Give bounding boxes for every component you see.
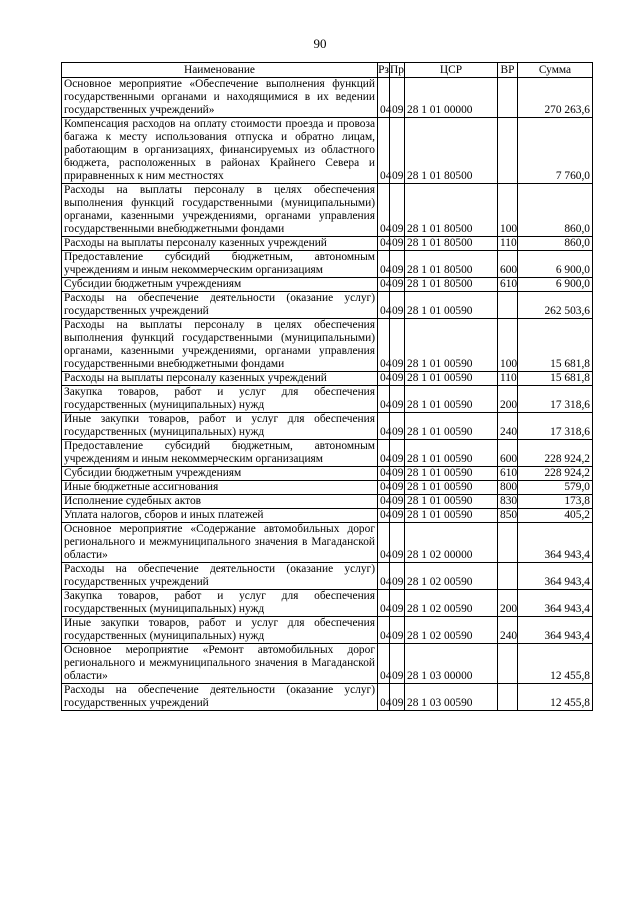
table-row bbox=[62, 386, 593, 413]
row-vr-cell bbox=[498, 292, 518, 319]
table-row bbox=[62, 278, 593, 292]
row-name-cell: Уплата налогов, сборов и иных платежей bbox=[62, 509, 378, 523]
row-name-cell: Расходы на обеспечение деятельности (оказание услуг) государственных учреждений bbox=[62, 292, 378, 319]
row-name-cell: Расходы на выплаты персоналу в целях обеспечения выполнения функций государственными (муниципальными) органами, казенными учреждениями, органами управления государственными внебюджетными фондами bbox=[62, 184, 378, 237]
row-csr-cell: 28 1 01 00590 bbox=[405, 509, 498, 523]
row-name-cell: Расходы на обеспечение деятельности (оказание услуг) государственных учреждений bbox=[62, 563, 378, 590]
row-sum-cell: 364 943,4 bbox=[518, 617, 593, 644]
row-rz-cell: 04 bbox=[378, 251, 390, 278]
row-rz-cell: 04 bbox=[378, 440, 390, 467]
row-csr-cell: 28 1 01 00590 bbox=[405, 292, 498, 319]
row-rz-cell: 04 bbox=[378, 684, 390, 711]
row-rz-cell: 04 bbox=[378, 319, 390, 372]
row-vr-cell: 110 bbox=[498, 372, 518, 386]
row-pr-cell: 09 bbox=[390, 509, 405, 523]
row-sum-cell: 7 760,0 bbox=[518, 118, 593, 184]
row-vr-cell: 240 bbox=[498, 617, 518, 644]
header-csr: ЦСР bbox=[405, 63, 498, 78]
table-row bbox=[62, 413, 593, 440]
row-name-cell: Расходы на выплаты персоналу казенных учреждений bbox=[62, 372, 378, 386]
table-row bbox=[62, 184, 593, 237]
row-pr-cell: 09 bbox=[390, 78, 405, 118]
row-csr-cell: 28 1 01 00590 bbox=[405, 481, 498, 495]
table-row bbox=[62, 319, 593, 372]
row-rz-cell: 04 bbox=[378, 278, 390, 292]
table-row bbox=[62, 78, 593, 118]
table-row bbox=[62, 617, 593, 644]
row-csr-cell: 28 1 01 00590 bbox=[405, 495, 498, 509]
row-pr-cell: 09 bbox=[390, 251, 405, 278]
row-sum-cell: 270 263,6 bbox=[518, 78, 593, 118]
row-vr-cell bbox=[498, 644, 518, 684]
row-csr-cell: 28 1 01 00590 bbox=[405, 319, 498, 372]
row-rz-cell: 04 bbox=[378, 184, 390, 237]
row-rz-cell: 04 bbox=[378, 509, 390, 523]
row-sum-cell: 860,0 bbox=[518, 184, 593, 237]
row-pr-cell: 09 bbox=[390, 118, 405, 184]
row-name-cell: Исполнение судебных актов bbox=[62, 495, 378, 509]
row-sum-cell: 228 924,2 bbox=[518, 467, 593, 481]
table-row bbox=[62, 563, 593, 590]
row-sum-cell: 364 943,4 bbox=[518, 523, 593, 563]
row-sum-cell: 364 943,4 bbox=[518, 590, 593, 617]
row-pr-cell: 09 bbox=[390, 523, 405, 563]
row-csr-cell: 28 1 01 00590 bbox=[405, 467, 498, 481]
row-vr-cell: 850 bbox=[498, 509, 518, 523]
table-row bbox=[62, 118, 593, 184]
row-sum-cell: 12 455,8 bbox=[518, 684, 593, 711]
row-vr-cell bbox=[498, 523, 518, 563]
row-pr-cell: 09 bbox=[390, 495, 405, 509]
row-vr-cell: 200 bbox=[498, 590, 518, 617]
table-row bbox=[62, 440, 593, 467]
row-sum-cell: 173,8 bbox=[518, 495, 593, 509]
row-vr-cell: 600 bbox=[498, 251, 518, 278]
row-csr-cell: 28 1 01 00590 bbox=[405, 386, 498, 413]
table-row bbox=[62, 372, 593, 386]
row-vr-cell: 830 bbox=[498, 495, 518, 509]
row-pr-cell: 09 bbox=[390, 617, 405, 644]
row-pr-cell: 09 bbox=[390, 440, 405, 467]
row-rz-cell: 04 bbox=[378, 495, 390, 509]
row-vr-cell: 610 bbox=[498, 278, 518, 292]
header-rz: Рз bbox=[378, 63, 389, 76]
row-pr-cell: 09 bbox=[390, 319, 405, 372]
table-header-row bbox=[62, 63, 593, 78]
table-row bbox=[62, 251, 593, 278]
table-row bbox=[62, 644, 593, 684]
row-pr-cell: 09 bbox=[390, 386, 405, 413]
row-pr-cell: 09 bbox=[390, 372, 405, 386]
row-csr-cell: 28 1 02 00590 bbox=[405, 563, 498, 590]
row-rz-cell: 04 bbox=[378, 617, 390, 644]
row-rz-cell: 04 bbox=[378, 523, 390, 563]
row-sum-cell: 405,2 bbox=[518, 509, 593, 523]
row-name-cell: Расходы на выплаты персоналу казенных учреждений bbox=[62, 237, 378, 251]
table-row bbox=[62, 481, 593, 495]
table-body bbox=[62, 78, 593, 711]
table-row bbox=[62, 684, 593, 711]
row-sum-cell: 860,0 bbox=[518, 237, 593, 251]
row-pr-cell: 09 bbox=[390, 292, 405, 319]
row-csr-cell: 28 1 01 00590 bbox=[405, 440, 498, 467]
row-pr-cell: 09 bbox=[390, 237, 405, 251]
row-name-cell: Субсидии бюджетным учреждениям bbox=[62, 278, 378, 292]
row-vr-cell bbox=[498, 684, 518, 711]
row-csr-cell: 28 1 02 00590 bbox=[405, 590, 498, 617]
row-csr-cell: 28 1 01 00590 bbox=[405, 372, 498, 386]
row-rz-cell: 04 bbox=[378, 413, 390, 440]
row-vr-cell: 800 bbox=[498, 481, 518, 495]
row-rz-cell: 04 bbox=[378, 372, 390, 386]
row-vr-cell: 100 bbox=[498, 184, 518, 237]
row-csr-cell: 28 1 03 00590 bbox=[405, 684, 498, 711]
row-vr-cell: 240 bbox=[498, 413, 518, 440]
row-vr-cell bbox=[498, 78, 518, 118]
row-name-cell: Предоставление субсидий бюджетным, автономным учреждениям и иным некоммерческим организациям bbox=[62, 251, 378, 278]
row-csr-cell: 28 1 02 00590 bbox=[405, 617, 498, 644]
row-name-cell: Иные бюджетные ассигнования bbox=[62, 481, 378, 495]
row-pr-cell: 09 bbox=[390, 184, 405, 237]
row-name-cell: Иные закупки товаров, работ и услуг для обеспечения государственных (муниципальных) нужд bbox=[62, 413, 378, 440]
row-name-cell: Предоставление субсидий бюджетным, автономным учреждениям и иным некоммерческим организациям bbox=[62, 440, 378, 467]
row-sum-cell: 364 943,4 bbox=[518, 563, 593, 590]
row-vr-cell: 600 bbox=[498, 440, 518, 467]
row-csr-cell: 28 1 02 00000 bbox=[405, 523, 498, 563]
row-vr-cell: 200 bbox=[498, 386, 518, 413]
row-vr-cell: 110 bbox=[498, 237, 518, 251]
row-csr-cell: 28 1 03 00000 bbox=[405, 644, 498, 684]
row-csr-cell: 28 1 01 80500 bbox=[405, 278, 498, 292]
row-sum-cell: 262 503,6 bbox=[518, 292, 593, 319]
row-sum-cell: 228 924,2 bbox=[518, 440, 593, 467]
row-csr-cell: 28 1 01 80500 bbox=[405, 251, 498, 278]
row-vr-cell: 100 bbox=[498, 319, 518, 372]
table-row bbox=[62, 237, 593, 251]
row-csr-cell: 28 1 01 00590 bbox=[405, 413, 498, 440]
row-name-cell: Субсидии бюджетным учреждениям bbox=[62, 467, 378, 481]
row-pr-cell: 09 bbox=[390, 413, 405, 440]
row-sum-cell: 15 681,8 bbox=[518, 372, 593, 386]
row-name-cell: Компенсация расходов на оплату стоимости проезда и провоза багажа к месту использования отпуска и обратно лицам, работающим в организациях, финансируемых из областного бюджета, расположенных в районах Крайнего Севера и приравненных к ним местностях bbox=[62, 118, 378, 184]
header-name: Наименование bbox=[62, 63, 378, 78]
row-rz-cell: 04 bbox=[378, 590, 390, 617]
table-row bbox=[62, 523, 593, 563]
header-pr: Пр bbox=[390, 63, 404, 76]
row-rz-cell: 04 bbox=[378, 481, 390, 495]
table-row bbox=[62, 467, 593, 481]
row-pr-cell: 09 bbox=[390, 563, 405, 590]
budget-table bbox=[61, 62, 593, 711]
row-vr-cell: 610 bbox=[498, 467, 518, 481]
row-csr-cell: 28 1 01 80500 bbox=[405, 237, 498, 251]
page-number: 90 bbox=[313, 36, 327, 51]
row-rz-cell: 04 bbox=[378, 467, 390, 481]
row-name-cell: Закупка товаров, работ и услуг для обеспечения государственных (муниципальных) нужд bbox=[62, 386, 378, 413]
row-sum-cell: 6 900,0 bbox=[518, 251, 593, 278]
row-name-cell: Основное мероприятие «Ремонт автомобильных дорог регионального и межмуниципального значения в Магаданской области» bbox=[62, 644, 378, 684]
row-rz-cell: 04 bbox=[378, 386, 390, 413]
row-csr-cell: 28 1 01 80500 bbox=[405, 184, 498, 237]
header-vr: ВР bbox=[498, 63, 518, 78]
row-name-cell: Основное мероприятие «Содержание автомобильных дорог регионального и межмуниципального значения в Магаданской области» bbox=[62, 523, 378, 563]
row-pr-cell: 09 bbox=[390, 467, 405, 481]
row-sum-cell: 15 681,8 bbox=[518, 319, 593, 372]
row-pr-cell: 09 bbox=[390, 590, 405, 617]
row-sum-cell: 6 900,0 bbox=[518, 278, 593, 292]
table-row bbox=[62, 292, 593, 319]
row-pr-cell: 09 bbox=[390, 481, 405, 495]
table-row bbox=[62, 509, 593, 523]
row-name-cell: Основное мероприятие «Обеспечение выполнения функций государственными органами и находящимися в их ведении государственных учреждений» bbox=[62, 78, 378, 118]
table-row bbox=[62, 495, 593, 509]
header-sum: Сумма bbox=[518, 63, 593, 78]
row-rz-cell: 04 bbox=[378, 118, 390, 184]
row-rz-cell: 04 bbox=[378, 78, 390, 118]
row-pr-cell: 09 bbox=[390, 278, 405, 292]
row-vr-cell bbox=[498, 563, 518, 590]
row-name-cell: Закупка товаров, работ и услуг для обеспечения государственных (муниципальных) нужд bbox=[62, 590, 378, 617]
row-rz-cell: 04 bbox=[378, 563, 390, 590]
row-rz-cell: 04 bbox=[378, 237, 390, 251]
row-name-cell: Иные закупки товаров, работ и услуг для обеспечения государственных (муниципальных) нужд bbox=[62, 617, 378, 644]
row-csr-cell: 28 1 01 80500 bbox=[405, 118, 498, 184]
row-rz-cell: 04 bbox=[378, 292, 390, 319]
table-row bbox=[62, 590, 593, 617]
row-rz-cell: 04 bbox=[378, 644, 390, 684]
row-vr-cell bbox=[498, 118, 518, 184]
row-sum-cell: 579,0 bbox=[518, 481, 593, 495]
row-name-cell: Расходы на обеспечение деятельности (оказание услуг) государственных учреждений bbox=[62, 684, 378, 711]
row-sum-cell: 17 318,6 bbox=[518, 386, 593, 413]
row-sum-cell: 12 455,8 bbox=[518, 644, 593, 684]
row-pr-cell: 09 bbox=[390, 644, 405, 684]
row-csr-cell: 28 1 01 00000 bbox=[405, 78, 498, 118]
row-name-cell: Расходы на выплаты персоналу в целях обеспечения выполнения функций государственными (муниципальными) органами, казенными учреждениями, органами управления государственными внебюджетными фондами bbox=[62, 319, 378, 372]
row-pr-cell: 09 bbox=[390, 684, 405, 711]
row-sum-cell: 17 318,6 bbox=[518, 413, 593, 440]
